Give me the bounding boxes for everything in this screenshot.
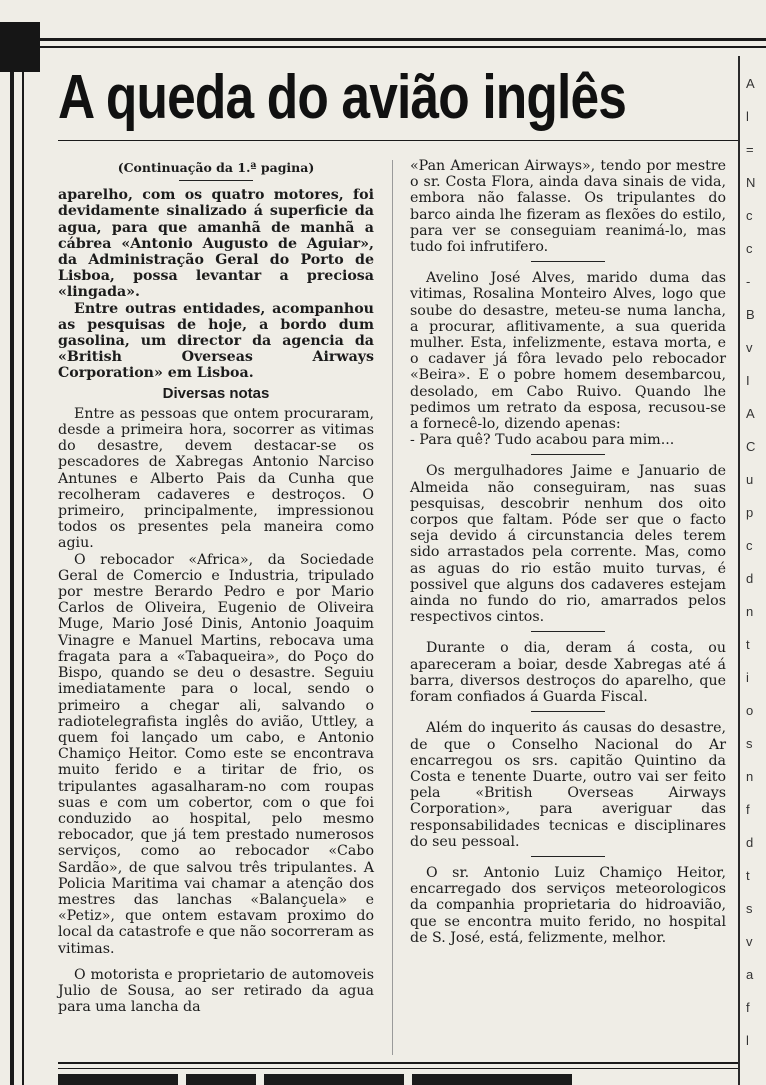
- margin-fragment: n: [746, 604, 754, 619]
- margin-fragment: o: [746, 703, 754, 718]
- left-column-rule-thin: [22, 72, 24, 1085]
- paragraph: Além do inquerito ás causas do desastre, de que o Conselho Nacional do Ar encarregou os srs. capitão Quintino da Costa e tenente Duarte, outro vai ser feito pela «British Overseas Airways Corporation», para averiguar das responsabilidades tecnicas e disciplinares do seu pessoal.: [410, 720, 726, 850]
- left-column-rule: [10, 72, 14, 1085]
- column-divider: [392, 160, 393, 1055]
- margin-fragment: u: [746, 472, 754, 487]
- margin-fragment: t: [746, 868, 750, 883]
- margin-fragment: A: [746, 406, 755, 421]
- margin-fragment: c: [746, 208, 753, 223]
- bottom-rule-thin: [58, 1068, 738, 1069]
- margin-fragment: v: [746, 340, 753, 355]
- short-rule: [531, 856, 605, 857]
- margin-fragment: I: [746, 373, 750, 388]
- paragraph: Os mergulhadores Jaime e Januario de Almeida não conseguiram, nas suas pesquisas, descobrir nenhum dos oito corpos que faltam. Póde ser que o facto seja devido á circunstancia deles terem sido arrastados pela corrente. Mas, como as aguas do rio estão muito turvas, é possivel que alguns dos cadaveres estejam ainda no fundo do rio, amarrados pelos respectivos cintos.: [410, 463, 726, 626]
- margin-fragment: t: [746, 637, 750, 652]
- margin-fragment: c: [746, 538, 753, 553]
- margin-fragment: =: [746, 142, 754, 157]
- paragraph: Avelino José Alves, marido duma das vitimas, Rosalina Monteiro Alves, logo que soube do desastre, meteu-se numa lancha, a procurar, aflitivamente, a sua querida mulher. Esta, infelizmente, estava morta, e o cadaver já fôra levado pelo rebocador «Beira». E o pobre homem desembarcou, desolado, em Cabo Ruivo. Quando lhe pedimos um retrato da esposa, recusou-se a fornecê-lo, dizendo apenas:: [410, 270, 726, 433]
- margin-fragment: a: [746, 967, 754, 982]
- paragraph: Entre as pessoas que ontem procuraram, desde a primeira hora, socorrer as vitimas do desastre, devem destacar-se os pescadores de Xabregas Antonio Narciso Antunes e Alberto Pais da Cunha que recolheram cadaveres e destroços. O primeiro, principalmente, impressionou todos os presentes pela maneira como agiu.: [58, 405, 374, 552]
- margin-fragment: N: [746, 175, 756, 190]
- margin-fragment: v: [746, 934, 753, 949]
- paragraph: «Pan American Airways», tendo por mestre o sr. Costa Flora, ainda dava sinais de vida, embora não falasse. Os tripulantes do barco ainda lhe fizeram as flexões do estilo, para ver se conseguiam reanimá-lo, mas tudo foi infrutifero.: [410, 158, 726, 256]
- short-rule: [179, 180, 253, 181]
- headline-rule: [58, 140, 738, 141]
- top-rule: [40, 38, 766, 41]
- paragraph: aparelho, com os quatro motores, foi devidamente sinalizado á superficie da agua, para que amanhã de manhã a cábrea «Antonio Augusto de Aguiar», da Administração Geral do Porto de Lisboa, possa levantar a preciosa «lingada».: [58, 187, 374, 301]
- margin-fragment: s: [746, 901, 753, 916]
- paragraph: - Para quê? Tudo acabou para mim...: [410, 432, 675, 449]
- next-headline-fragment: [58, 1074, 738, 1085]
- margin-fragment: p: [746, 505, 754, 520]
- paragraph: Entre outras entidades, acompanhou as pesquisas de hoje, a bordo dum gasolina, um director da agencia da «British Overseas Airways Corporation» em Lisboa.: [58, 300, 374, 382]
- short-rule: [531, 711, 605, 712]
- margin-fragment: f: [746, 1000, 750, 1015]
- short-rule: [531, 454, 605, 455]
- top-rule-thin: [40, 46, 766, 48]
- short-rule: [531, 261, 605, 262]
- margin-fragment: n: [746, 769, 754, 784]
- paragraph: Durante o dia, deram á costa, ou apareceram a boiar, desde Xabregas até á barra, diversos destroços do aparelho, que foram confiados á Guarda Fiscal.: [410, 640, 726, 706]
- margin-fragment: s: [746, 736, 753, 751]
- margin-fragment: l: [746, 1033, 749, 1048]
- bottom-rule: [58, 1062, 738, 1064]
- continuation-note: (Continuação da 1.ª pagina): [117, 160, 315, 175]
- left-column: [58, 158, 374, 1015]
- margin-fragment: A: [746, 76, 755, 91]
- right-column: [410, 158, 726, 946]
- margin-fragment: f: [746, 802, 750, 817]
- section-heading: Diversas notas: [162, 384, 270, 402]
- margin-fragment: l: [746, 109, 749, 124]
- paragraph: O sr. Antonio Luiz Chamiço Heitor, encarregado dos serviços meteorologicos da companhia proprietaria do hidroavião, que se encontra muito ferido, no hospital de S. José, está, felizmente, melhor.: [410, 864, 726, 946]
- margin-fragment: -: [746, 274, 751, 289]
- paragraph: O rebocador «Africa», da Sociedade Geral de Comercio e Industria, tripulado por mestre Berardo Pedro e por Mario Carlos de Oliveira, Eugenio de Oliveira Muge, Mario José Dinis, Antonio Joaquim Vinagre e Manuel Martins, rebocava uma fragata para a «Tabaqueira», do Poço do Bispo, quando se deu o desastre. Seguiu imediatamente para o local, sendo o primeiro a chegar ali, salvando o radiotelegrafista inglês do avião, Uttley, a quem foi lançado um cabo, e Antonio Chamiço Heitor. Como este se encontrava muito ferido e a tiritar de frio, os tripulantes agasalharam-no com roupas suas e com um cobertor, com o que foi conduzido ao hospital, pelo mesmo rebocador, que já tem prestado numerosos serviços, como ao rebocador «Cabo Sardão», de que salvou três tripulantes. A Policia Maritima vai chamar a atenção dos mestres das lanchas «Balançuela» e «Petiz», que ontem estavam proximo do local da catastrofe e que não socorreram as vitimas.: [58, 551, 374, 957]
- short-rule: [531, 631, 605, 632]
- adjacent-column-fragments: [744, 56, 766, 1085]
- margin-fragment: i: [746, 670, 749, 685]
- paragraph: O motorista e proprietario de automoveis Julio de Sousa, ao ser retirado da agua para uma lancha da: [58, 966, 374, 1016]
- margin-fragment: d: [746, 571, 754, 586]
- margin-fragment: B: [746, 307, 755, 322]
- corner-block: [0, 22, 40, 72]
- right-column-rule: [738, 56, 740, 1085]
- margin-fragment: d: [746, 835, 754, 850]
- margin-fragment: c: [746, 241, 753, 256]
- margin-fragment: C: [746, 439, 756, 454]
- headline: A queda do avião inglês: [58, 63, 627, 132]
